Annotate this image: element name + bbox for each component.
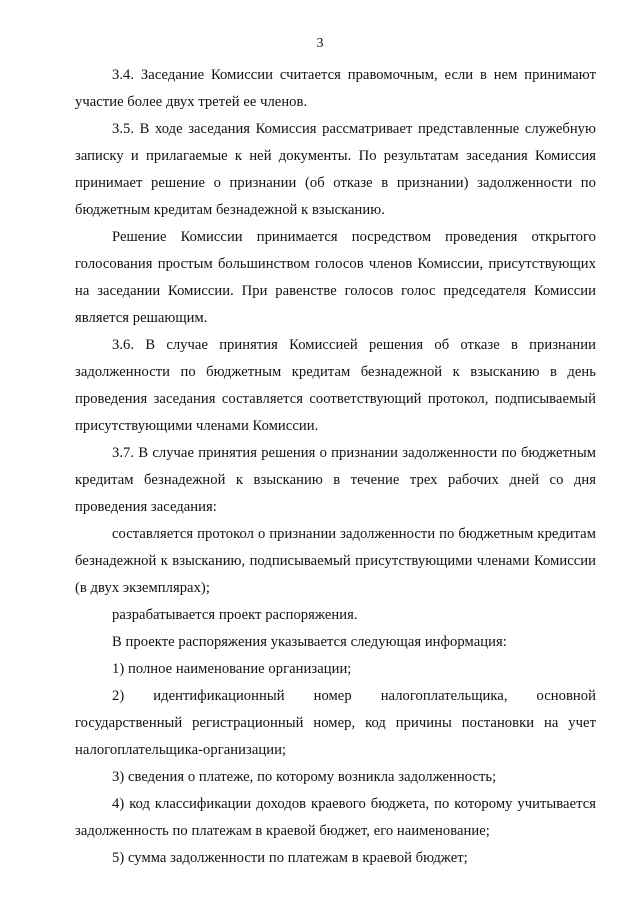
page-number: 3 [316,36,324,51]
list-item-3: 3) сведения о платеже, по которому возникла задолженность; [112,769,497,785]
paragraph-3-7: 3.7. В случае принятия решения о признании задолженности по бюджетным кредитам безнадежной к взысканию в течение трех рабочих дней со дня проведения заседания: [75,445,596,515]
paragraph-order-info: В проекте распоряжения указывается следующая информация: [112,634,507,650]
paragraph-3-4: 3.4. Заседание Комиссии считается правомочным, если в нем принимают участие более двух третей ее членов. [75,67,596,110]
paragraph-3-6: 3.6. В случае принятия Комиссией решения об отказе в признании задолженности по бюджетным кредитам безнадежной к взысканию в день проведения заседания составляется соответствующий протокол, подписываемый присутствующими членами Комиссии. [75,337,596,434]
document-body [75,62,596,872]
paragraph-protocol: составляется протокол о признании задолженности по бюджетным кредитам безнадежной к взысканию, подписываемый присутствующими членами Комиссии (в двух экземплярах); [75,526,596,596]
list-item-5: 5) сумма задолженности по платежам в краевой бюджет; [112,850,468,866]
paragraph-draft-order: разрабатывается проект распоряжения. [112,607,358,623]
paragraph-voting: Решение Комиссии принимается посредством проведения открытого голосования простым большинством голосов членов Комиссии, присутствующих на заседании Комиссии. При равенстве голосов голос председателя Комиссии является решающим. [75,229,596,326]
list-item-2: 2) идентификационный номер налогоплательщика, основной государственный регистрационный номер, код причины постановки на учет налогоплательщика-организации; [75,688,596,758]
list-item-4: 4) код классификации доходов краевого бюджета, по которому учитывается задолженность по платежам в краевой бюджет, его наименование; [75,796,596,839]
paragraph-3-5: 3.5. В ходе заседания Комиссия рассматривает представленные служебную записку и прилагаемые к ней документы. По результатам заседания Комиссия принимает решение о признании (об отказе в признании) задолженности по бюджетным кредитам безнадежной к взысканию. [75,121,596,218]
list-item-1: 1) полное наименование организации; [112,661,352,677]
